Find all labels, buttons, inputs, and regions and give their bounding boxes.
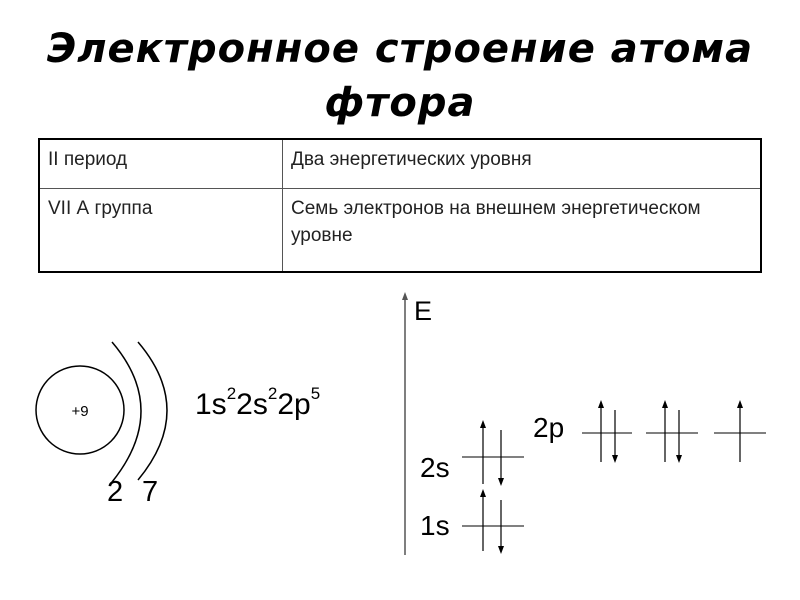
title-line-2: фтора [324,80,476,126]
orbital-cell-2p-2 [646,400,698,463]
spin-up-arrow-icon [480,420,486,428]
config-2p-count: 5 [310,384,321,403]
shell-2-electron-count: 7 [142,476,159,508]
config-2s-count: 2 [267,384,278,403]
table-cell-outer-electrons: Семь электронов на внешнем энергетическом уровне [283,189,762,273]
orbital-cell-2s [462,420,524,486]
nucleus-charge: +9 [71,403,89,420]
spin-down-arrow-icon [612,455,618,463]
orbital-cell-2p-1 [582,400,632,463]
spin-down-arrow-icon [498,546,504,554]
spin-down-arrow-icon [676,455,682,463]
electron-shell-2 [138,342,167,480]
level-label-2s: 2s [420,452,450,483]
energy-axis-label: E [414,296,433,326]
level-label-2p: 2p [533,412,565,443]
table-cell-period: II период [39,139,283,189]
table-cell-levels: Два энергетических уровня [283,139,762,189]
orbital-cell-2p-3 [714,400,766,462]
shell-1-electron-count: 2 [107,476,124,508]
title-line-1: Электронное строение атома [46,26,754,72]
spin-up-arrow-icon [480,489,486,497]
spin-down-arrow-icon [498,478,504,486]
electron-shell-1 [112,342,141,482]
spin-up-arrow-icon [662,400,668,408]
energy-axis-arrow-icon [402,292,408,300]
spin-up-arrow-icon [737,400,743,408]
config-1s-count: 2 [226,384,237,403]
config-1s: 1s [195,388,227,421]
orbital-cell-1s [462,489,524,554]
config-2p: 2p [277,388,311,421]
config-2s: 2s [236,388,268,421]
electron-configuration [195,384,321,422]
spin-up-arrow-icon [598,400,604,408]
table-cell-group: VII А группа [39,189,283,273]
level-label-1s: 1s [420,510,450,541]
